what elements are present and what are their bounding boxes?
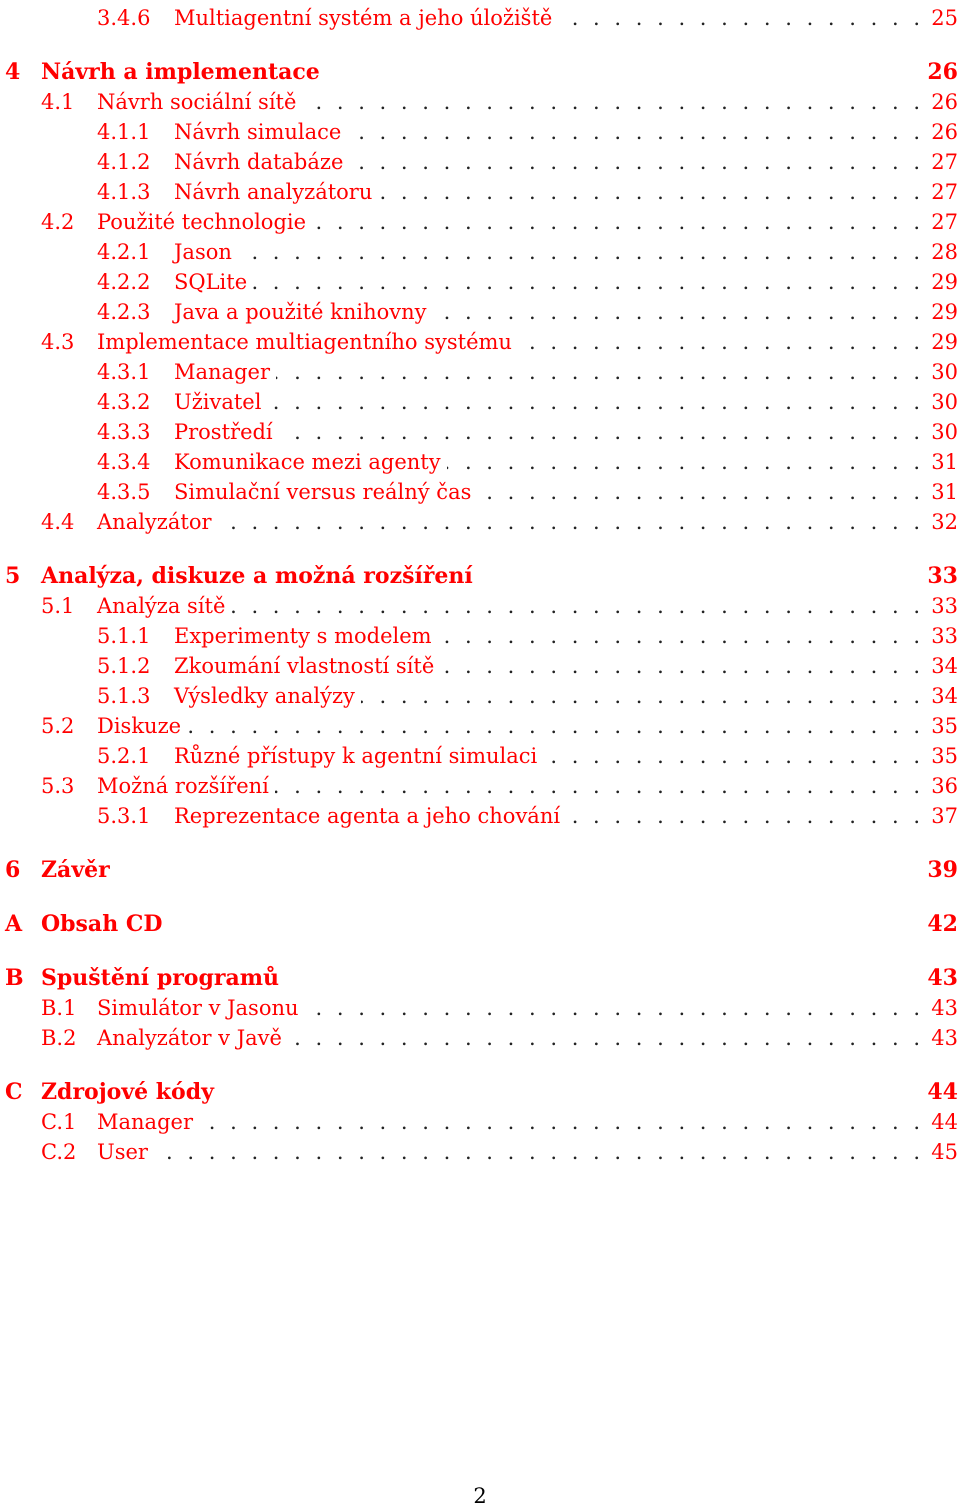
toc-entry-title[interactable]: Návrh a implementace — [41, 57, 326, 87]
toc-entry-page[interactable]: 31 — [925, 477, 958, 507]
toc-entry-number: C.1 — [41, 1110, 77, 1134]
toc-entry[interactable] — [0, 207, 960, 237]
toc-entry-number: 5.1 — [41, 594, 75, 618]
toc-entry-title[interactable]: Java a použité knihovny — [174, 297, 433, 327]
toc-entry-number: 4 — [5, 59, 21, 85]
toc-entry[interactable] — [0, 387, 960, 417]
toc-entry[interactable] — [0, 297, 960, 327]
toc-entry-page[interactable]: 27 — [925, 177, 958, 207]
toc-entry-page[interactable]: 27 — [925, 147, 958, 177]
page-number: 2 — [473, 1484, 487, 1508]
toc-leader-dots — [174, 417, 920, 447]
toc-entry-number: 4.2 — [41, 210, 75, 234]
toc-entry[interactable] — [0, 477, 960, 507]
toc-leader-dots — [97, 1137, 920, 1167]
toc-entry-number: 4.3.3 — [97, 420, 151, 444]
toc-entry-number: A — [5, 911, 23, 937]
toc-entry-title[interactable]: Zdrojové kódy — [41, 1077, 220, 1107]
toc-chapter[interactable] — [0, 561, 960, 591]
toc-entry-number: 4.3.2 — [97, 390, 151, 414]
toc-entry-page[interactable]: 26 — [925, 117, 958, 147]
toc-entry-page[interactable]: 43 — [925, 993, 958, 1023]
toc-entry[interactable] — [0, 267, 960, 297]
toc-entry-number: 5 — [5, 563, 21, 589]
toc-entry-title[interactable]: Návrh analyzátoru — [174, 177, 378, 207]
toc-leader-dots — [97, 1107, 920, 1137]
toc-entry-number: 5.1.3 — [97, 684, 151, 708]
toc-entry-title[interactable]: Závěr — [41, 855, 116, 885]
toc-entry-title[interactable]: Prostředí — [174, 417, 279, 447]
toc-entry-page[interactable]: 34 — [925, 681, 958, 711]
toc-entry-page[interactable]: 36 — [925, 771, 958, 801]
toc-entry-title[interactable]: Multiagentní systém a jeho úložiště — [174, 3, 558, 33]
toc-entry-number: B — [5, 965, 24, 991]
toc-entry-page[interactable]: 33 — [925, 591, 958, 621]
toc-entry-number: 5.3.1 — [97, 804, 151, 828]
toc-entry-number: 5.2.1 — [97, 744, 151, 768]
toc-entry-number: 4.4 — [41, 510, 75, 534]
toc-chapter[interactable] — [0, 57, 960, 87]
toc-entry[interactable] — [0, 177, 960, 207]
toc-entry-page[interactable]: 32 — [925, 507, 958, 537]
toc-entry-page[interactable]: 43 — [921, 963, 958, 993]
toc-entry-title[interactable]: Analýza, diskuze a možná rozšíření — [41, 561, 479, 591]
toc-entry-number: 4.1.2 — [97, 150, 151, 174]
toc-entry-title[interactable]: Experimenty s modelem — [174, 621, 438, 651]
toc-entry-page[interactable]: 26 — [921, 57, 958, 87]
toc-entry-title[interactable]: Jason — [174, 237, 238, 267]
toc-entry[interactable] — [0, 147, 960, 177]
toc-entry-title[interactable]: Manager — [174, 357, 276, 387]
toc-entry-page[interactable]: 29 — [925, 327, 958, 357]
toc-entry-number: 4.3.1 — [97, 360, 151, 384]
toc-entry-number: 4.2.1 — [97, 240, 151, 264]
toc-leader-dots — [97, 711, 920, 741]
toc-entry-number: 4.2.3 — [97, 300, 151, 324]
toc-entry-number: 4.1 — [41, 90, 75, 114]
toc-entry-page[interactable]: 31 — [925, 447, 958, 477]
toc-entry-number: 4.2.2 — [97, 270, 151, 294]
toc-entry-number: 5.1.1 — [97, 624, 151, 648]
toc-entry-title[interactable]: Návrh simulace — [174, 117, 347, 147]
toc-entry-number: B.1 — [41, 996, 77, 1020]
toc-entry-title[interactable]: Reprezentace agenta a jeho chování — [174, 801, 566, 831]
toc-entry-title[interactable]: Spuštění programů — [41, 963, 285, 993]
toc-entry-title[interactable]: Simulátor v Jasonu — [97, 993, 305, 1023]
toc-entry-number: C — [5, 1079, 23, 1105]
toc-entry[interactable] — [0, 681, 960, 711]
toc-entry[interactable] — [0, 1023, 960, 1053]
toc-entry-number: C.2 — [41, 1140, 77, 1164]
toc-entry[interactable] — [0, 1107, 960, 1137]
toc-entry-title[interactable]: Uživatel — [174, 387, 267, 417]
toc-entry-title[interactable]: Analýza sítě — [97, 591, 231, 621]
toc-entry-number: 4.1.1 — [97, 120, 151, 144]
toc-entry-page[interactable]: 44 — [921, 1077, 958, 1107]
toc-entry[interactable] — [0, 357, 960, 387]
toc-entry[interactable] — [0, 711, 960, 741]
toc-entry-title[interactable]: Simulační versus reálný čas — [174, 477, 477, 507]
toc-entry[interactable] — [0, 741, 960, 771]
toc-entry[interactable] — [0, 417, 960, 447]
toc-entry-number: 4.3.5 — [97, 480, 151, 504]
toc-entry-page[interactable]: 35 — [925, 711, 958, 741]
toc-entry-page[interactable]: 25 — [925, 3, 958, 33]
toc-entry-title[interactable]: Výsledky analýzy — [174, 681, 361, 711]
toc-entry-title[interactable]: Návrh sociální sítě — [97, 87, 302, 117]
toc-entry-number: B.2 — [41, 1026, 77, 1050]
toc-entry-title[interactable]: Použité technologie — [97, 207, 312, 237]
toc-leader-dots — [174, 357, 920, 387]
toc-chapter[interactable] — [0, 855, 960, 885]
toc-entry[interactable] — [0, 621, 960, 651]
toc-entry-page[interactable]: 39 — [921, 855, 958, 885]
toc-entry-page[interactable]: 27 — [925, 207, 958, 237]
toc-entry[interactable] — [0, 237, 960, 267]
toc-entry[interactable] — [0, 447, 960, 477]
toc-entry-title[interactable]: Komunikace mezi agenty — [174, 447, 447, 477]
toc-entry-number: 4.3 — [41, 330, 75, 354]
toc-entry[interactable] — [0, 591, 960, 621]
toc-entry-title[interactable]: Analyzátor — [97, 507, 218, 537]
toc-entry[interactable] — [0, 651, 960, 681]
toc-entry-number: 4.1.3 — [97, 180, 151, 204]
toc-entry-number: 3.4.6 — [97, 6, 151, 30]
toc-entry[interactable] — [0, 1137, 960, 1167]
toc-entry-page[interactable]: 35 — [925, 741, 958, 771]
toc-entry-title[interactable]: Různé přístupy k agentní simulaci — [174, 741, 543, 771]
toc-entry[interactable] — [0, 507, 960, 537]
toc-entry-page[interactable]: 37 — [925, 801, 958, 831]
toc-entry-title[interactable]: Návrh databáze — [174, 147, 349, 177]
toc-leader-dots — [174, 267, 920, 297]
toc-entry-number: 5.1.2 — [97, 654, 151, 678]
toc-entry[interactable] — [0, 771, 960, 801]
toc-entry-page[interactable]: 34 — [925, 651, 958, 681]
toc-chapter[interactable] — [0, 1077, 960, 1107]
toc-entry-title[interactable]: Analyzátor v Javě — [97, 1023, 288, 1053]
toc-entry-page[interactable]: 26 — [925, 87, 958, 117]
toc-entry-page[interactable]: 30 — [925, 387, 958, 417]
toc-leader-dots — [174, 387, 920, 417]
toc-entry-page[interactable]: 33 — [921, 561, 958, 591]
toc-entry[interactable] — [0, 993, 960, 1023]
toc-entry[interactable] — [0, 117, 960, 147]
toc-entry-page[interactable]: 42 — [921, 909, 958, 939]
toc-entry-title[interactable]: SQLite — [174, 267, 253, 297]
toc-entry-title[interactable]: Implementace multiagentního systému — [97, 327, 518, 357]
toc-entry[interactable] — [0, 801, 960, 831]
toc-entry-title[interactable]: Obsah CD — [41, 909, 168, 939]
toc-entry[interactable] — [0, 327, 960, 357]
toc-entry[interactable] — [0, 3, 960, 33]
toc-entry-page[interactable]: 33 — [925, 621, 958, 651]
toc-entry-page[interactable]: 45 — [925, 1137, 958, 1167]
toc-entry-page[interactable]: 30 — [925, 417, 958, 447]
toc-entry-page[interactable]: 29 — [925, 297, 958, 327]
toc-entry-title[interactable]: User — [97, 1137, 154, 1167]
toc-entry-number: 5.2 — [41, 714, 75, 738]
toc-entry-page[interactable]: 44 — [925, 1107, 958, 1137]
toc-entry-page[interactable]: 30 — [925, 357, 958, 387]
toc-entry-number: 6 — [5, 857, 21, 883]
toc-entry-number: 4.3.4 — [97, 450, 151, 474]
toc-chapter[interactable] — [0, 909, 960, 939]
toc-entry[interactable] — [0, 87, 960, 117]
toc-entry-title[interactable]: Zkoumání vlastností sítě — [174, 651, 440, 681]
toc-entry-title[interactable]: Možná rozšíření — [97, 771, 275, 801]
toc-entry-page[interactable]: 28 — [925, 237, 958, 267]
toc-entry-title[interactable]: Manager — [97, 1107, 199, 1137]
toc-entry-title[interactable]: Diskuze — [97, 711, 187, 741]
toc-entry-page[interactable]: 29 — [925, 267, 958, 297]
toc-chapter[interactable] — [0, 963, 960, 993]
toc-entry-page[interactable]: 43 — [925, 1023, 958, 1053]
toc-leader-dots — [174, 237, 920, 267]
toc-leader-dots — [97, 507, 920, 537]
toc-entry-number: 5.3 — [41, 774, 75, 798]
